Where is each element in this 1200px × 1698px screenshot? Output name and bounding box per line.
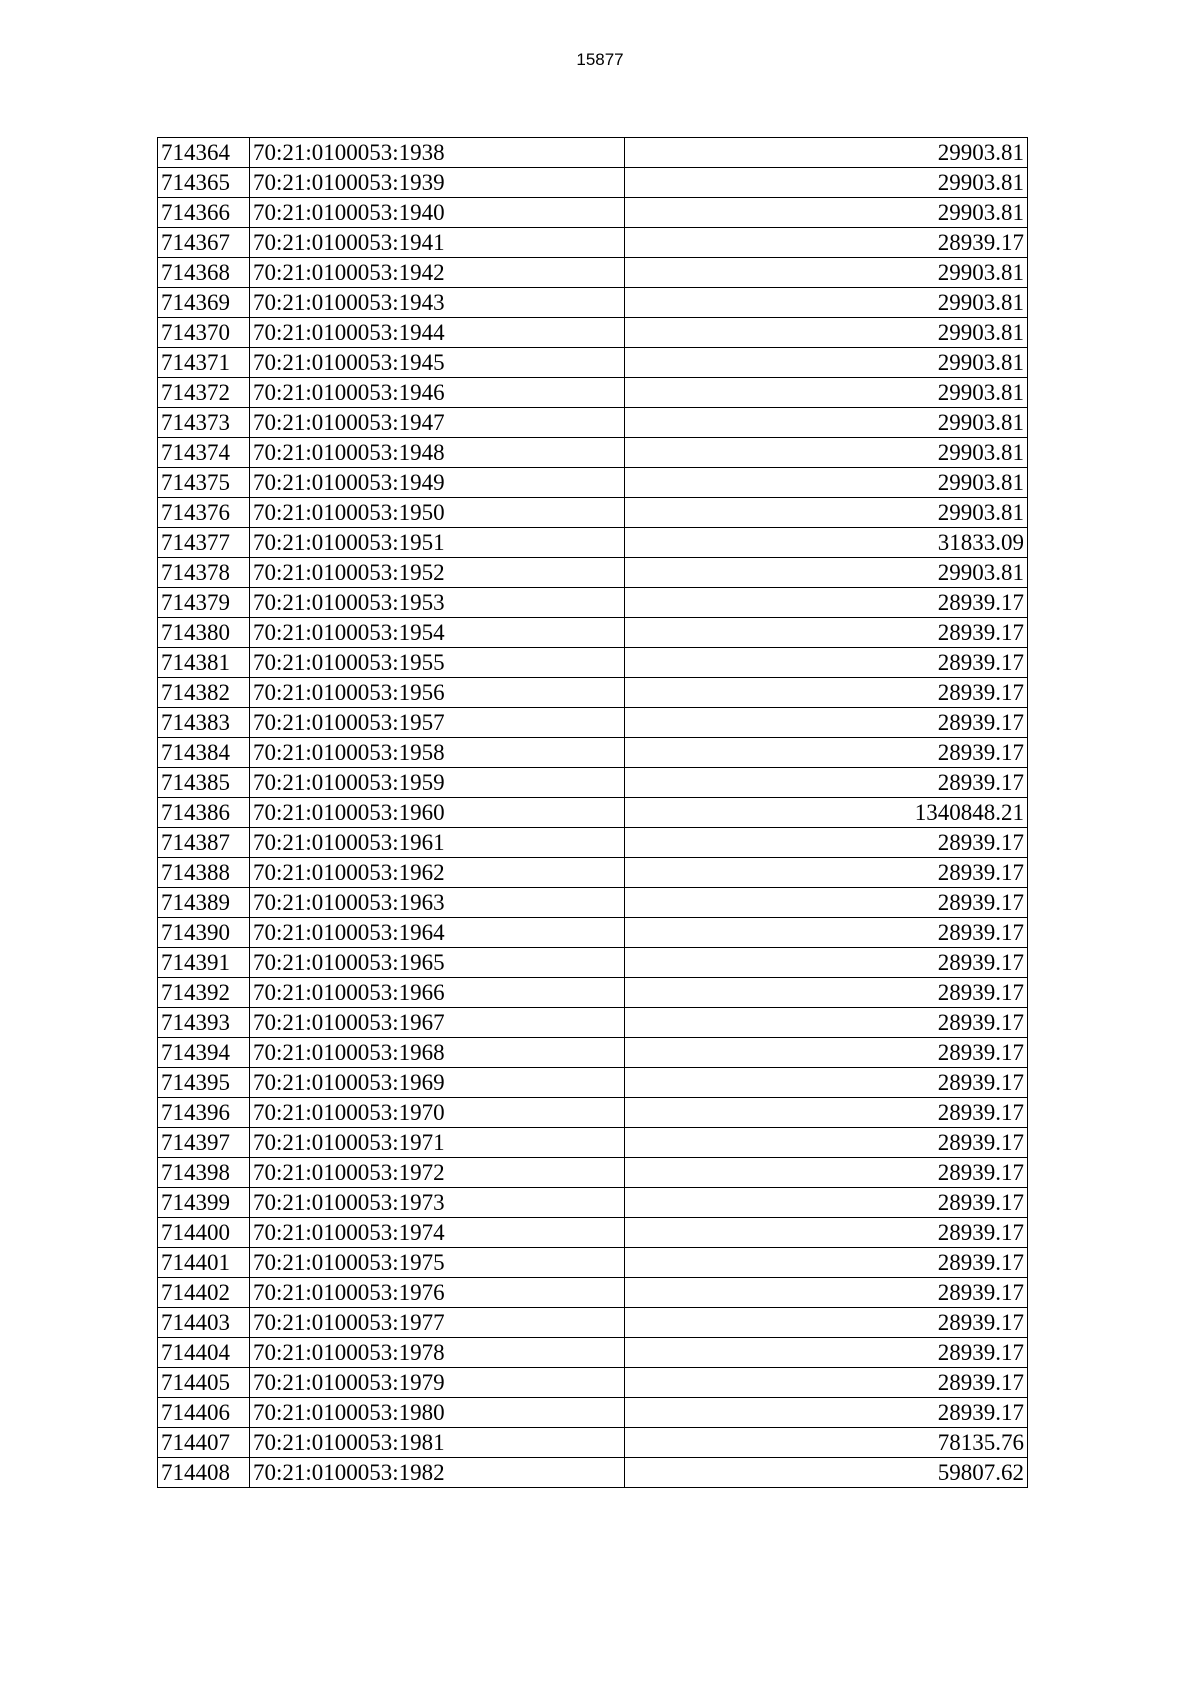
row-number-cell: 714402 — [158, 1278, 250, 1308]
row-number-cell: 714389 — [158, 888, 250, 918]
cadastral-number-cell: 70:21:0100053:1942 — [250, 258, 625, 288]
cadastral-number-cell: 70:21:0100053:1944 — [250, 318, 625, 348]
row-number-cell: 714379 — [158, 588, 250, 618]
row-number-cell: 714391 — [158, 948, 250, 978]
row-number-cell: 714397 — [158, 1128, 250, 1158]
table-row — [158, 588, 1028, 618]
table-row — [158, 1398, 1028, 1428]
table-row — [158, 1338, 1028, 1368]
value-cell: 31833.09 — [625, 528, 1028, 558]
value-cell: 29903.81 — [625, 468, 1028, 498]
value-cell: 28939.17 — [625, 858, 1028, 888]
cadastral-number-cell: 70:21:0100053:1951 — [250, 528, 625, 558]
row-number-cell: 714381 — [158, 648, 250, 678]
cadastral-number-cell: 70:21:0100053:1954 — [250, 618, 625, 648]
cadastral-number-cell: 70:21:0100053:1971 — [250, 1128, 625, 1158]
row-number-cell: 714405 — [158, 1368, 250, 1398]
table-row — [158, 1188, 1028, 1218]
value-cell: 1340848.21 — [625, 798, 1028, 828]
value-cell: 28939.17 — [625, 828, 1028, 858]
table-row — [158, 438, 1028, 468]
table-row — [158, 468, 1028, 498]
cadastral-number-cell: 70:21:0100053:1941 — [250, 228, 625, 258]
table-row — [158, 408, 1028, 438]
value-cell: 29903.81 — [625, 558, 1028, 588]
value-cell: 29903.81 — [625, 498, 1028, 528]
cadastral-number-cell: 70:21:0100053:1961 — [250, 828, 625, 858]
value-cell: 29903.81 — [625, 168, 1028, 198]
cadastral-number-cell: 70:21:0100053:1973 — [250, 1188, 625, 1218]
cadastral-number-cell: 70:21:0100053:1952 — [250, 558, 625, 588]
value-cell: 28939.17 — [625, 1158, 1028, 1188]
cadastral-number-cell: 70:21:0100053:1967 — [250, 1008, 625, 1038]
cadastral-number-cell: 70:21:0100053:1947 — [250, 408, 625, 438]
table-row — [158, 1458, 1028, 1488]
table-row — [158, 678, 1028, 708]
value-cell: 29903.81 — [625, 378, 1028, 408]
value-cell: 28939.17 — [625, 1398, 1028, 1428]
value-cell: 28939.17 — [625, 1128, 1028, 1158]
cadastral-number-cell: 70:21:0100053:1964 — [250, 918, 625, 948]
value-cell: 29903.81 — [625, 438, 1028, 468]
row-number-cell: 714367 — [158, 228, 250, 258]
row-number-cell: 714404 — [158, 1338, 250, 1368]
table-row — [158, 528, 1028, 558]
cadastral-number-cell: 70:21:0100053:1969 — [250, 1068, 625, 1098]
cadastral-number-cell: 70:21:0100053:1975 — [250, 1248, 625, 1278]
table-row — [158, 498, 1028, 528]
table-row — [158, 378, 1028, 408]
row-number-cell: 714394 — [158, 1038, 250, 1068]
cadastral-number-cell: 70:21:0100053:1950 — [250, 498, 625, 528]
table-row — [158, 228, 1028, 258]
table-row — [158, 858, 1028, 888]
cadastral-number-cell: 70:21:0100053:1982 — [250, 1458, 625, 1488]
cadastral-number-cell: 70:21:0100053:1974 — [250, 1218, 625, 1248]
value-cell: 28939.17 — [625, 1218, 1028, 1248]
table-row — [158, 828, 1028, 858]
table-row — [158, 1038, 1028, 1068]
row-number-cell: 714398 — [158, 1158, 250, 1188]
value-cell: 29903.81 — [625, 408, 1028, 438]
value-cell: 28939.17 — [625, 768, 1028, 798]
value-cell: 28939.17 — [625, 1188, 1028, 1218]
cadastral-number-cell: 70:21:0100053:1949 — [250, 468, 625, 498]
row-number-cell: 714380 — [158, 618, 250, 648]
row-number-cell: 714385 — [158, 768, 250, 798]
table-row — [158, 1218, 1028, 1248]
value-cell: 28939.17 — [625, 1038, 1028, 1068]
cadastral-number-cell: 70:21:0100053:1960 — [250, 798, 625, 828]
table-row — [158, 888, 1028, 918]
table-row — [158, 768, 1028, 798]
row-number-cell: 714400 — [158, 1218, 250, 1248]
row-number-cell: 714364 — [158, 138, 250, 168]
cadastral-number-cell: 70:21:0100053:1940 — [250, 198, 625, 228]
cadastral-number-cell: 70:21:0100053:1955 — [250, 648, 625, 678]
value-cell: 28939.17 — [625, 1008, 1028, 1038]
value-cell: 28939.17 — [625, 618, 1028, 648]
row-number-cell: 714388 — [158, 858, 250, 888]
value-cell: 29903.81 — [625, 258, 1028, 288]
cadastral-number-cell: 70:21:0100053:1978 — [250, 1338, 625, 1368]
table-row — [158, 1158, 1028, 1188]
table-row — [158, 138, 1028, 168]
value-cell: 28939.17 — [625, 918, 1028, 948]
cadastral-number-cell: 70:21:0100053:1958 — [250, 738, 625, 768]
row-number-cell: 714408 — [158, 1458, 250, 1488]
table-row — [158, 558, 1028, 588]
data-table — [157, 137, 1028, 1488]
cadastral-number-cell: 70:21:0100053:1965 — [250, 948, 625, 978]
table-row — [158, 1098, 1028, 1128]
row-number-cell: 714366 — [158, 198, 250, 228]
value-cell: 28939.17 — [625, 1338, 1028, 1368]
row-number-cell: 714369 — [158, 288, 250, 318]
row-number-cell: 714401 — [158, 1248, 250, 1278]
row-number-cell: 714378 — [158, 558, 250, 588]
row-number-cell: 714370 — [158, 318, 250, 348]
row-number-cell: 714393 — [158, 1008, 250, 1038]
value-cell: 28939.17 — [625, 228, 1028, 258]
cadastral-number-cell: 70:21:0100053:1939 — [250, 168, 625, 198]
table-row — [158, 1008, 1028, 1038]
table-row — [158, 738, 1028, 768]
table-row — [158, 948, 1028, 978]
row-number-cell: 714403 — [158, 1308, 250, 1338]
cadastral-number-cell: 70:21:0100053:1962 — [250, 858, 625, 888]
table-row — [158, 1248, 1028, 1278]
value-cell: 29903.81 — [625, 198, 1028, 228]
cadastral-number-cell: 70:21:0100053:1963 — [250, 888, 625, 918]
row-number-cell: 714387 — [158, 828, 250, 858]
row-number-cell: 714376 — [158, 498, 250, 528]
value-cell: 28939.17 — [625, 648, 1028, 678]
value-cell: 28939.17 — [625, 888, 1028, 918]
row-number-cell: 714371 — [158, 348, 250, 378]
table-body — [158, 138, 1028, 1488]
row-number-cell: 714384 — [158, 738, 250, 768]
cadastral-number-cell: 70:21:0100053:1938 — [250, 138, 625, 168]
table-row — [158, 1428, 1028, 1458]
table-row — [158, 618, 1028, 648]
table-row — [158, 1368, 1028, 1398]
table-row — [158, 1128, 1028, 1158]
row-number-cell: 714374 — [158, 438, 250, 468]
value-cell: 28939.17 — [625, 678, 1028, 708]
cadastral-number-cell: 70:21:0100053:1979 — [250, 1368, 625, 1398]
table-row — [158, 798, 1028, 828]
cadastral-number-cell: 70:21:0100053:1972 — [250, 1158, 625, 1188]
row-number-cell: 714399 — [158, 1188, 250, 1218]
table-row — [158, 258, 1028, 288]
row-number-cell: 714382 — [158, 678, 250, 708]
cadastral-number-cell: 70:21:0100053:1977 — [250, 1308, 625, 1338]
table-row — [158, 198, 1028, 228]
row-number-cell: 714377 — [158, 528, 250, 558]
value-cell: 28939.17 — [625, 1308, 1028, 1338]
value-cell: 28939.17 — [625, 948, 1028, 978]
value-cell: 28939.17 — [625, 708, 1028, 738]
cadastral-number-cell: 70:21:0100053:1953 — [250, 588, 625, 618]
table-row — [158, 1308, 1028, 1338]
row-number-cell: 714392 — [158, 978, 250, 1008]
value-cell: 28939.17 — [625, 1068, 1028, 1098]
value-cell: 28939.17 — [625, 1098, 1028, 1128]
value-cell: 29903.81 — [625, 288, 1028, 318]
row-number-cell: 714365 — [158, 168, 250, 198]
cadastral-number-cell: 70:21:0100053:1956 — [250, 678, 625, 708]
table-row — [158, 348, 1028, 378]
value-cell: 29903.81 — [625, 348, 1028, 378]
table-row — [158, 918, 1028, 948]
cadastral-number-cell: 70:21:0100053:1943 — [250, 288, 625, 318]
row-number-cell: 714407 — [158, 1428, 250, 1458]
table-row — [158, 648, 1028, 678]
table-row — [158, 288, 1028, 318]
row-number-cell: 714383 — [158, 708, 250, 738]
row-number-cell: 714386 — [158, 798, 250, 828]
cadastral-number-cell: 70:21:0100053:1946 — [250, 378, 625, 408]
table-row — [158, 1068, 1028, 1098]
value-cell: 59807.62 — [625, 1458, 1028, 1488]
value-cell: 78135.76 — [625, 1428, 1028, 1458]
table-row — [158, 708, 1028, 738]
row-number-cell: 714390 — [158, 918, 250, 948]
value-cell: 29903.81 — [625, 138, 1028, 168]
cadastral-number-cell: 70:21:0100053:1980 — [250, 1398, 625, 1428]
row-number-cell: 714373 — [158, 408, 250, 438]
cadastral-number-cell: 70:21:0100053:1976 — [250, 1278, 625, 1308]
row-number-cell: 714395 — [158, 1068, 250, 1098]
row-number-cell: 714396 — [158, 1098, 250, 1128]
row-number-cell: 714406 — [158, 1398, 250, 1428]
value-cell: 29903.81 — [625, 318, 1028, 348]
cadastral-number-cell: 70:21:0100053:1966 — [250, 978, 625, 1008]
cadastral-number-cell: 70:21:0100053:1981 — [250, 1428, 625, 1458]
cadastral-number-cell: 70:21:0100053:1970 — [250, 1098, 625, 1128]
page-number: 15877 — [576, 50, 624, 69]
table-row — [158, 318, 1028, 348]
table-row — [158, 978, 1028, 1008]
value-cell: 28939.17 — [625, 738, 1028, 768]
value-cell: 28939.17 — [625, 588, 1028, 618]
cadastral-number-cell: 70:21:0100053:1968 — [250, 1038, 625, 1068]
row-number-cell: 714368 — [158, 258, 250, 288]
value-cell: 28939.17 — [625, 1368, 1028, 1398]
table-row — [158, 168, 1028, 198]
cadastral-number-cell: 70:21:0100053:1957 — [250, 708, 625, 738]
row-number-cell: 714375 — [158, 468, 250, 498]
cadastral-number-cell: 70:21:0100053:1959 — [250, 768, 625, 798]
table-row — [158, 1278, 1028, 1308]
value-cell: 28939.17 — [625, 1278, 1028, 1308]
cadastral-number-cell: 70:21:0100053:1948 — [250, 438, 625, 468]
cadastral-number-cell: 70:21:0100053:1945 — [250, 348, 625, 378]
value-cell: 28939.17 — [625, 978, 1028, 1008]
value-cell: 28939.17 — [625, 1248, 1028, 1278]
row-number-cell: 714372 — [158, 378, 250, 408]
